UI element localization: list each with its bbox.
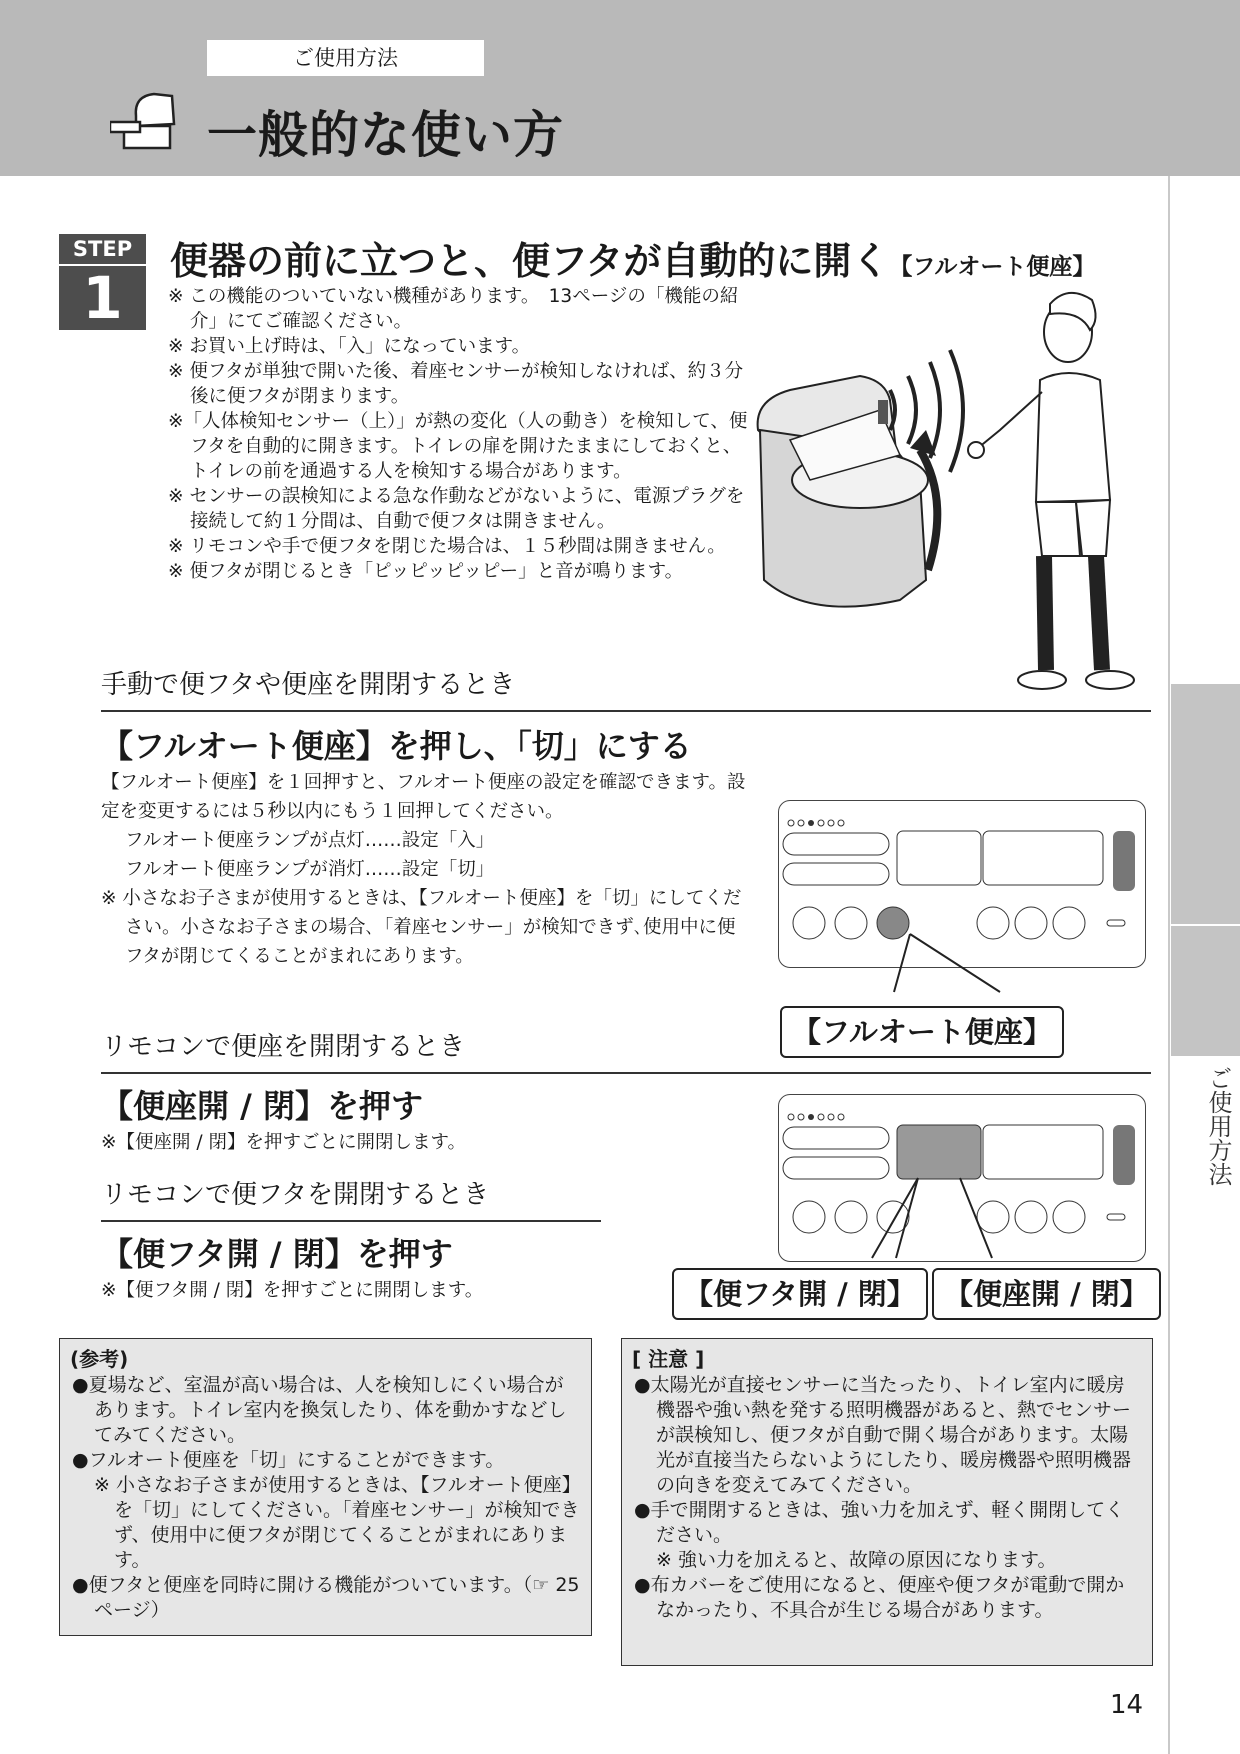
lid-note: ※【便フタ開 / 閉】を押すごとに開閉します。 [101, 1280, 484, 1301]
caution-title: [ 注意 ] [632, 1347, 705, 1371]
lamp-on-text: フルオート便座ランプが点灯……設定「入」 [125, 830, 495, 851]
note-item: ※ お買い上げ時は、「入」になっています。 [168, 336, 531, 357]
toilet-icon [110, 86, 182, 158]
note-item: ※ この機能のついていない機種があります。 13ページの「機能の紹介」にてご確認ください。 [168, 286, 739, 332]
reference-item: ●便フタと便座を同時に開ける機能がついています。（☞ 25 ページ） [72, 1574, 580, 1621]
section-rule [101, 1072, 1151, 1074]
side-rule [1168, 176, 1170, 1754]
callout-seat: 【便座開 / 閉】 [932, 1268, 1161, 1320]
callout-full-auto: 【フルオート便座】 [780, 1006, 1064, 1058]
body-text: 【フルオート便座】を１回押すと、フルオート便座の設定を確認できます。設定を変更するには５秒以内にもう１回押してください。 [101, 772, 746, 822]
section-rule [101, 1220, 601, 1222]
caution-box [621, 1338, 1153, 1666]
caution-subnote: ※ 強い力を加えると、故障の原因になります。 [656, 1549, 1057, 1571]
reference-body [60, 1373, 591, 1623]
manual-body [101, 768, 751, 971]
step-badge [59, 234, 146, 330]
seat-note: ※【便座開 / 閉】を押すごとに開閉します。 [101, 1132, 467, 1153]
reference-subnote: ※ 小さなお子さまが使用するときは、【フルオート便座】を「切」にしてください。「着座センサー」が検知できず、使用中に便フタが閉じてくることがまれにあります。 [94, 1474, 581, 1571]
side-tab-label: ご使用方法 [1204, 1066, 1232, 1186]
callout-pointer [880, 928, 1020, 998]
caution-item: ●布カバーをご使用になると、便座や便フタが電動で開かなかったり、不具合が生じる場合があります。 [634, 1574, 1125, 1621]
caution-item: ●手で開閉するときは、強い力を加えず、軽く開閉してください。 [634, 1499, 1125, 1546]
instruction-heading: 【便フタ開 / 閉】を押す [101, 1235, 453, 1273]
page-number: 14 [1110, 1690, 1144, 1720]
caution-body [622, 1373, 1152, 1623]
instruction-heading: 【フルオート便座】を押し、「切」にする [101, 727, 692, 765]
reference-box [59, 1338, 592, 1636]
page-header [0, 0, 1240, 176]
caution-item: ●太陽光が直接センサーに当たったり、トイレ室内に暖房機器や強い熱を発する照明機器があると、熱でセンサーが誤検知し、便フタが自動で開く場合があります。太陽光が直接当たらないようにしたり、暖房機器や照明機器の向きを変えてみてください。 [634, 1374, 1132, 1496]
step-heading-text: 便器の前に立つと、便フタが自動的に開く [170, 239, 890, 283]
step-heading-tag: 【フルオート便座】 [889, 254, 1096, 280]
section-title: 手動で便フタや便座を開閉するとき [101, 670, 516, 700]
reference-title: (参考) [70, 1347, 129, 1371]
callout-lid: 【便フタ開 / 閉】 [672, 1268, 928, 1320]
reference-item: ●フルオート便座を「切」にすることができます。 [72, 1449, 505, 1471]
reference-item: ●夏場など、室温が高い場合は、人を検知しにくい場合があります。トイレ室内を換気したり、体を動かすなどしてみてください。 [72, 1374, 567, 1446]
section-title: リモコンで便座を開閉するとき [101, 1032, 466, 1062]
note-item: ※ リモコンや手で便フタを閉じた場合は、１５秒間は開きません。 [168, 536, 726, 557]
note-item: ※「人体検知センサー（上）」が熱の変化（人の動き）を検知して、便フタを自動的に開きます。トイレの扉を開けたままにしておくと、トイレの前を通過する人を検知する場合があります。 [168, 411, 748, 482]
child-note: ※ 小さなお子さまが使用するときは、【フルオート便座】を「切」にしてください。小さなお子さまの場合､「着座センサー」が検知できず､使用中に便フタが閉じてくることがまれにあります。 [101, 888, 742, 967]
lamp-off-text: フルオート便座ランプが消灯……設定「切」 [125, 859, 495, 880]
instruction-heading: 【便座開 / 閉】を押す [101, 1087, 423, 1125]
category-label: ご使用方法 [207, 40, 484, 76]
side-tab-inactive [1171, 684, 1240, 924]
note-item: ※ センサーの誤検知による急な作動などがないように、電源プラグを接続して約１分間は、自動で便フタは開きません。 [168, 486, 745, 532]
toilet-person-illustration [750, 280, 1160, 700]
page-title: 一般的な使い方 [207, 106, 564, 164]
section-rule [101, 710, 1151, 712]
step-word: STEP [59, 234, 146, 266]
note-item: ※ 便フタが単独で開いた後、着座センサーが検知しなければ、約３分後に便フタが閉まります。 [168, 361, 744, 407]
step-number: 1 [82, 264, 123, 332]
section-title: リモコンで便フタを開閉するとき [101, 1180, 490, 1210]
callout-pointer [860, 1170, 1020, 1262]
note-item: ※ 便フタが閉じるとき「ピッピッピッピー」と音が鳴ります。 [168, 561, 684, 582]
side-tab-inactive [1171, 926, 1240, 1056]
step-notes [168, 284, 748, 584]
